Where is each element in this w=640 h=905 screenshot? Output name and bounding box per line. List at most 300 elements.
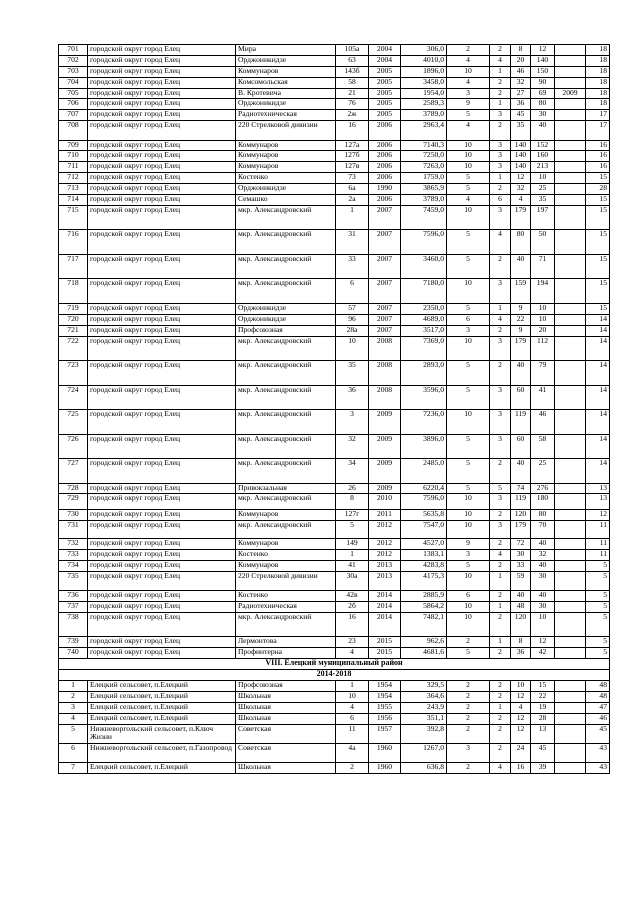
municipality-cell: Елецкий сельсовет, п.Елецкий <box>88 702 236 713</box>
year-cell: 2008 <box>369 385 401 410</box>
street-cell: Школьная <box>236 713 336 724</box>
house-number-cell: 1 <box>336 681 369 692</box>
residents-cell: 19 <box>531 702 555 713</box>
row-number-cell: 739 <box>59 637 88 648</box>
street-cell: Профсоюзная <box>236 681 336 692</box>
area-cell: 3789,0 <box>401 194 447 205</box>
floors-cell: 10 <box>447 162 490 173</box>
flats-cell: 8 <box>511 637 531 648</box>
flats-cell: 179 <box>511 520 531 538</box>
floors-cell: 3 <box>447 743 490 762</box>
table-row <box>59 254 610 279</box>
row-number-cell: 707 <box>59 110 88 121</box>
year-cell: 2009 <box>369 459 401 484</box>
area-cell: 6220,4 <box>401 483 447 494</box>
house-number-cell: 2а <box>336 194 369 205</box>
street-cell: Радиотехническая <box>236 601 336 612</box>
year-cell: 1954 <box>369 681 401 692</box>
table-row <box>59 110 610 121</box>
flats-cell: 33 <box>511 560 531 571</box>
municipality-cell: Нижневоргольский сельсовет, п.Ключ Жизни <box>88 724 236 743</box>
entrances-cell: 2 <box>490 88 511 99</box>
flats-cell: 36 <box>511 648 531 659</box>
street-cell: мкр. Александровский <box>236 205 336 230</box>
street-cell: Коммунаров <box>236 66 336 77</box>
row-number-cell: 733 <box>59 549 88 560</box>
floors-cell: 4 <box>447 77 490 88</box>
residents-cell: 10 <box>531 303 555 314</box>
residents-cell: 71 <box>531 254 555 279</box>
flats-cell: 35 <box>511 121 531 140</box>
table-row <box>59 77 610 88</box>
area-cell: 3460,0 <box>401 254 447 279</box>
entrances-cell: 2 <box>490 681 511 692</box>
extra-year-cell <box>555 66 586 77</box>
flats-cell: 60 <box>511 385 531 410</box>
table-row <box>59 184 610 195</box>
plan-year-cell: 5 <box>586 637 610 648</box>
entrances-cell: 3 <box>490 434 511 459</box>
street-cell: мкр. Александровский <box>236 612 336 637</box>
entrances-cell: 3 <box>490 140 511 151</box>
entrances-cell: 2 <box>490 648 511 659</box>
year-cell: 2007 <box>369 314 401 325</box>
house-number-cell: 42в <box>336 590 369 601</box>
house-number-cell: 127а <box>336 140 369 151</box>
table-row <box>59 539 610 550</box>
year-cell: 1954 <box>369 691 401 702</box>
floors-cell: 9 <box>447 99 490 110</box>
municipality-cell: городской округ город Елец <box>88 434 236 459</box>
house-number-cell: 96 <box>336 314 369 325</box>
plan-year-cell: 14 <box>586 325 610 336</box>
municipality-cell: городской округ город Елец <box>88 560 236 571</box>
table-row <box>59 173 610 184</box>
row-number-cell: 734 <box>59 560 88 571</box>
floors-cell: 5 <box>447 459 490 484</box>
area-cell: 4527,0 <box>401 539 447 550</box>
municipality-cell: городской округ город Елец <box>88 230 236 255</box>
floors-cell: 2 <box>447 45 490 56</box>
floors-cell: 10 <box>447 520 490 538</box>
area-cell: 7236,0 <box>401 410 447 435</box>
row-number-cell: 729 <box>59 494 88 510</box>
table-row <box>59 140 610 151</box>
year-cell: 2006 <box>369 194 401 205</box>
extra-year-cell <box>555 539 586 550</box>
residents-cell: 150 <box>531 66 555 77</box>
extra-year-cell <box>555 483 586 494</box>
area-cell: 3896,0 <box>401 434 447 459</box>
area-cell: 2893,0 <box>401 361 447 386</box>
street-cell: Школьная <box>236 691 336 702</box>
area-cell: 4010,0 <box>401 55 447 66</box>
plan-year-cell: 15 <box>586 279 610 304</box>
floors-cell: 10 <box>447 205 490 230</box>
row-number-cell: 728 <box>59 483 88 494</box>
house-number-cell: 11 <box>336 724 369 743</box>
house-number-cell: 16 <box>336 612 369 637</box>
municipality-cell: городской округ город Елец <box>88 173 236 184</box>
year-cell: 2005 <box>369 110 401 121</box>
flats-cell: 8 <box>511 45 531 56</box>
floors-cell: 10 <box>447 494 490 510</box>
extra-year-cell <box>555 520 586 538</box>
house-number-cell: 10 <box>336 336 369 361</box>
extra-year-cell <box>555 510 586 521</box>
year-cell: 2012 <box>369 539 401 550</box>
street-cell: Школьная <box>236 702 336 713</box>
municipality-cell: городской округ город Елец <box>88 459 236 484</box>
street-cell: Коммунаров <box>236 560 336 571</box>
floors-cell: 5 <box>447 560 490 571</box>
extra-year-cell <box>555 724 586 743</box>
table-row <box>59 205 610 230</box>
row-number-cell: 737 <box>59 601 88 612</box>
plan-year-cell: 17 <box>586 121 610 140</box>
extra-year-cell <box>555 637 586 648</box>
row-number-cell: 4 <box>59 713 88 724</box>
street-cell: Коммунаров <box>236 510 336 521</box>
flats-cell: 24 <box>511 743 531 762</box>
floors-cell: 6 <box>447 314 490 325</box>
table-row <box>59 510 610 521</box>
flats-cell: 140 <box>511 151 531 162</box>
street-cell: Профсоюзная <box>236 325 336 336</box>
municipality-cell: Нижневоргольский сельсовет, п.Газопровод <box>88 743 236 762</box>
flats-cell: 30 <box>511 549 531 560</box>
entrances-cell: 3 <box>490 336 511 361</box>
year-cell: 2008 <box>369 361 401 386</box>
year-cell: 2006 <box>369 173 401 184</box>
plan-year-cell: 16 <box>586 151 610 162</box>
year-cell: 1990 <box>369 184 401 195</box>
house-number-cell: 5 <box>336 520 369 538</box>
area-cell: 7547,0 <box>401 520 447 538</box>
entrances-cell: 2 <box>490 121 511 140</box>
street-cell: Коммунаров <box>236 162 336 173</box>
plan-year-cell: 46 <box>586 713 610 724</box>
municipality-cell: городской округ город Елец <box>88 254 236 279</box>
year-cell: 2007 <box>369 230 401 255</box>
section-title-row <box>59 659 610 670</box>
extra-year-cell <box>555 314 586 325</box>
street-cell: Привокзальная <box>236 483 336 494</box>
area-cell: 2885,9 <box>401 590 447 601</box>
extra-year-cell <box>555 571 586 590</box>
plan-year-cell: 14 <box>586 336 610 361</box>
flats-cell: 48 <box>511 601 531 612</box>
house-number-cell: 32 <box>336 434 369 459</box>
entrances-cell: 2 <box>490 45 511 56</box>
street-cell: 220 Стрелковой дивизии <box>236 571 336 590</box>
area-cell: 2963,4 <box>401 121 447 140</box>
row-number-cell: 713 <box>59 184 88 195</box>
row-number-cell: 722 <box>59 336 88 361</box>
entrances-cell: 4 <box>490 230 511 255</box>
house-number-cell: 4а <box>336 743 369 762</box>
floors-cell: 10 <box>447 151 490 162</box>
extra-year-cell <box>555 205 586 230</box>
residents-cell: 22 <box>531 691 555 702</box>
row-number-cell: 736 <box>59 590 88 601</box>
row-number-cell: 732 <box>59 539 88 550</box>
house-number-cell: 21 <box>336 88 369 99</box>
row-number-cell: 704 <box>59 77 88 88</box>
street-cell: Костенко <box>236 590 336 601</box>
residents-cell: 30 <box>531 571 555 590</box>
section-period: 2014-2018 <box>59 670 610 681</box>
street-cell: В. Кротевича <box>236 88 336 99</box>
area-cell: 2350,0 <box>401 303 447 314</box>
house-number-cell: 6а <box>336 184 369 195</box>
municipality-cell: городской округ город Елец <box>88 205 236 230</box>
year-cell: 2007 <box>369 254 401 279</box>
flats-cell: 40 <box>511 590 531 601</box>
year-cell: 2007 <box>369 303 401 314</box>
flats-cell: 159 <box>511 279 531 304</box>
table-row <box>59 681 610 692</box>
year-cell: 2009 <box>369 410 401 435</box>
floors-cell: 5 <box>447 483 490 494</box>
extra-year-cell <box>555 194 586 205</box>
plan-year-cell: 11 <box>586 549 610 560</box>
table-row <box>59 702 610 713</box>
flats-cell: 40 <box>511 459 531 484</box>
municipality-cell: городской округ город Елец <box>88 184 236 195</box>
extra-year-cell <box>555 325 586 336</box>
floors-cell: 10 <box>447 510 490 521</box>
floors-cell: 2 <box>447 724 490 743</box>
residents-cell: 160 <box>531 151 555 162</box>
entrances-cell: 2 <box>490 539 511 550</box>
row-number-cell: 719 <box>59 303 88 314</box>
municipality-cell: городской округ город Елец <box>88 279 236 304</box>
floors-cell: 5 <box>447 184 490 195</box>
row-number-cell: 720 <box>59 314 88 325</box>
extra-year-cell <box>555 590 586 601</box>
table-row <box>59 724 610 743</box>
flats-cell: 140 <box>511 140 531 151</box>
flats-cell: 72 <box>511 539 531 550</box>
area-cell: 3517,0 <box>401 325 447 336</box>
plan-year-cell: 18 <box>586 88 610 99</box>
row-number-cell: 725 <box>59 410 88 435</box>
residents-cell: 213 <box>531 162 555 173</box>
street-cell: мкр. Александровский <box>236 385 336 410</box>
area-cell: 3458,0 <box>401 77 447 88</box>
table-row <box>59 121 610 140</box>
street-cell: Коммунаров <box>236 539 336 550</box>
house-number-cell: 41 <box>336 560 369 571</box>
entrances-cell: 1 <box>490 601 511 612</box>
plan-year-cell: 11 <box>586 520 610 538</box>
document-page <box>58 44 609 774</box>
plan-year-cell: 48 <box>586 681 610 692</box>
year-cell: 2007 <box>369 279 401 304</box>
floors-cell: 5 <box>447 361 490 386</box>
extra-year-cell <box>555 410 586 435</box>
year-cell: 2013 <box>369 560 401 571</box>
year-cell: 2009 <box>369 483 401 494</box>
entrances-cell: 2 <box>490 361 511 386</box>
street-cell: Лермонтова <box>236 637 336 648</box>
flats-cell: 36 <box>511 99 531 110</box>
entrances-cell: 3 <box>490 205 511 230</box>
municipality-cell: городской округ город Елец <box>88 66 236 77</box>
entrances-cell: 1 <box>490 173 511 184</box>
area-cell: 306,0 <box>401 45 447 56</box>
floors-cell: 10 <box>447 612 490 637</box>
row-number-cell: 3 <box>59 702 88 713</box>
year-cell: 1960 <box>369 743 401 762</box>
entrances-cell: 2 <box>490 459 511 484</box>
municipality-cell: городской округ город Елец <box>88 520 236 538</box>
municipality-cell: городской округ город Елец <box>88 151 236 162</box>
house-number-cell: 35 <box>336 361 369 386</box>
table-row <box>59 336 610 361</box>
plan-year-cell: 14 <box>586 361 610 386</box>
entrances-cell: 3 <box>490 162 511 173</box>
floors-cell: 3 <box>447 549 490 560</box>
table-row <box>59 520 610 538</box>
extra-year-cell <box>555 361 586 386</box>
residents-cell: 28 <box>531 713 555 724</box>
floors-cell: 5 <box>447 648 490 659</box>
area-cell: 7250,0 <box>401 151 447 162</box>
street-cell: Коммунаров <box>236 151 336 162</box>
house-number-cell: 4 <box>336 702 369 713</box>
house-number-cell: 36 <box>336 385 369 410</box>
house-number-cell: 57 <box>336 303 369 314</box>
house-number-cell: 76 <box>336 99 369 110</box>
house-number-cell: 127б <box>336 151 369 162</box>
house-number-cell: 16 <box>336 121 369 140</box>
street-cell: Костенко <box>236 173 336 184</box>
flats-cell: 119 <box>511 494 531 510</box>
entrances-cell: 3 <box>490 279 511 304</box>
flats-cell: 12 <box>511 713 531 724</box>
row-number-cell: 708 <box>59 121 88 140</box>
floors-cell: 5 <box>447 110 490 121</box>
year-cell: 2012 <box>369 549 401 560</box>
flats-cell: 12 <box>511 724 531 743</box>
area-cell: 2589,3 <box>401 99 447 110</box>
flats-cell: 40 <box>511 254 531 279</box>
table-row <box>59 691 610 702</box>
plan-year-cell: 18 <box>586 99 610 110</box>
year-cell: 2015 <box>369 637 401 648</box>
flats-cell: 4 <box>511 194 531 205</box>
residents-cell: 41 <box>531 385 555 410</box>
municipality-cell: городской округ город Елец <box>88 77 236 88</box>
extra-year-cell <box>555 434 586 459</box>
table-row <box>59 494 610 510</box>
plan-year-cell: 15 <box>586 173 610 184</box>
floors-cell: 5 <box>447 385 490 410</box>
flats-cell: 22 <box>511 314 531 325</box>
flats-cell: 46 <box>511 66 531 77</box>
table-row <box>59 410 610 435</box>
municipality-cell: городской округ город Елец <box>88 88 236 99</box>
floors-cell: 4 <box>447 121 490 140</box>
flats-cell: 9 <box>511 303 531 314</box>
residents-cell: 25 <box>531 184 555 195</box>
street-cell: мкр. Александровский <box>236 336 336 361</box>
house-number-cell: 26 <box>336 483 369 494</box>
street-cell: Коммунаров <box>236 140 336 151</box>
municipality-cell: городской округ город Елец <box>88 55 236 66</box>
residents-cell: 79 <box>531 361 555 386</box>
area-cell: 1954,0 <box>401 88 447 99</box>
year-cell: 1960 <box>369 763 401 774</box>
house-number-cell: 8 <box>336 494 369 510</box>
house-number-cell: 34 <box>336 459 369 484</box>
plan-year-cell: 14 <box>586 410 610 435</box>
table-row <box>59 66 610 77</box>
year-cell: 2014 <box>369 590 401 601</box>
plan-year-cell: 15 <box>586 194 610 205</box>
house-number-cell: 33 <box>336 254 369 279</box>
street-cell: 220 Стрелковой дивизии <box>236 121 336 140</box>
street-cell: Советская <box>236 724 336 743</box>
area-cell: 4175,3 <box>401 571 447 590</box>
extra-year-cell <box>555 691 586 702</box>
residents-cell: 90 <box>531 77 555 88</box>
entrances-cell: 3 <box>490 494 511 510</box>
table-row <box>59 434 610 459</box>
residents-cell: 20 <box>531 325 555 336</box>
table-row <box>59 560 610 571</box>
year-cell: 2015 <box>369 648 401 659</box>
floors-cell: 10 <box>447 140 490 151</box>
residents-cell: 10 <box>531 173 555 184</box>
residents-cell: 80 <box>531 99 555 110</box>
floors-cell: 5 <box>447 173 490 184</box>
extra-year-cell <box>555 110 586 121</box>
flats-cell: 179 <box>511 336 531 361</box>
area-cell: 7263,0 <box>401 162 447 173</box>
residents-cell: 180 <box>531 494 555 510</box>
entrances-cell: 4 <box>490 55 511 66</box>
street-cell: Орджоникидзе <box>236 55 336 66</box>
year-cell: 2012 <box>369 520 401 538</box>
extra-year-cell <box>555 713 586 724</box>
house-number-cell: 31 <box>336 230 369 255</box>
table-row <box>59 230 610 255</box>
municipality-cell: городской округ город Елец <box>88 303 236 314</box>
year-cell: 2006 <box>369 140 401 151</box>
plan-year-cell: 14 <box>586 459 610 484</box>
year-cell: 2014 <box>369 612 401 637</box>
street-cell: Профинтерна <box>236 648 336 659</box>
municipality-cell: городской округ город Елец <box>88 494 236 510</box>
year-cell: 2004 <box>369 45 401 56</box>
house-number-cell: 73 <box>336 173 369 184</box>
residents-cell: 12 <box>531 45 555 56</box>
entrances-cell: 5 <box>490 483 511 494</box>
plan-year-cell: 14 <box>586 434 610 459</box>
year-cell: 2005 <box>369 66 401 77</box>
row-number-cell: 731 <box>59 520 88 538</box>
flats-cell: 10 <box>511 681 531 692</box>
housing-table <box>58 44 610 774</box>
flats-cell: 9 <box>511 325 531 336</box>
flats-cell: 32 <box>511 77 531 88</box>
extra-year-cell <box>555 77 586 88</box>
house-number-cell: 149 <box>336 539 369 550</box>
municipality-cell: Елецкий сельсовет, п.Елецкий <box>88 681 236 692</box>
